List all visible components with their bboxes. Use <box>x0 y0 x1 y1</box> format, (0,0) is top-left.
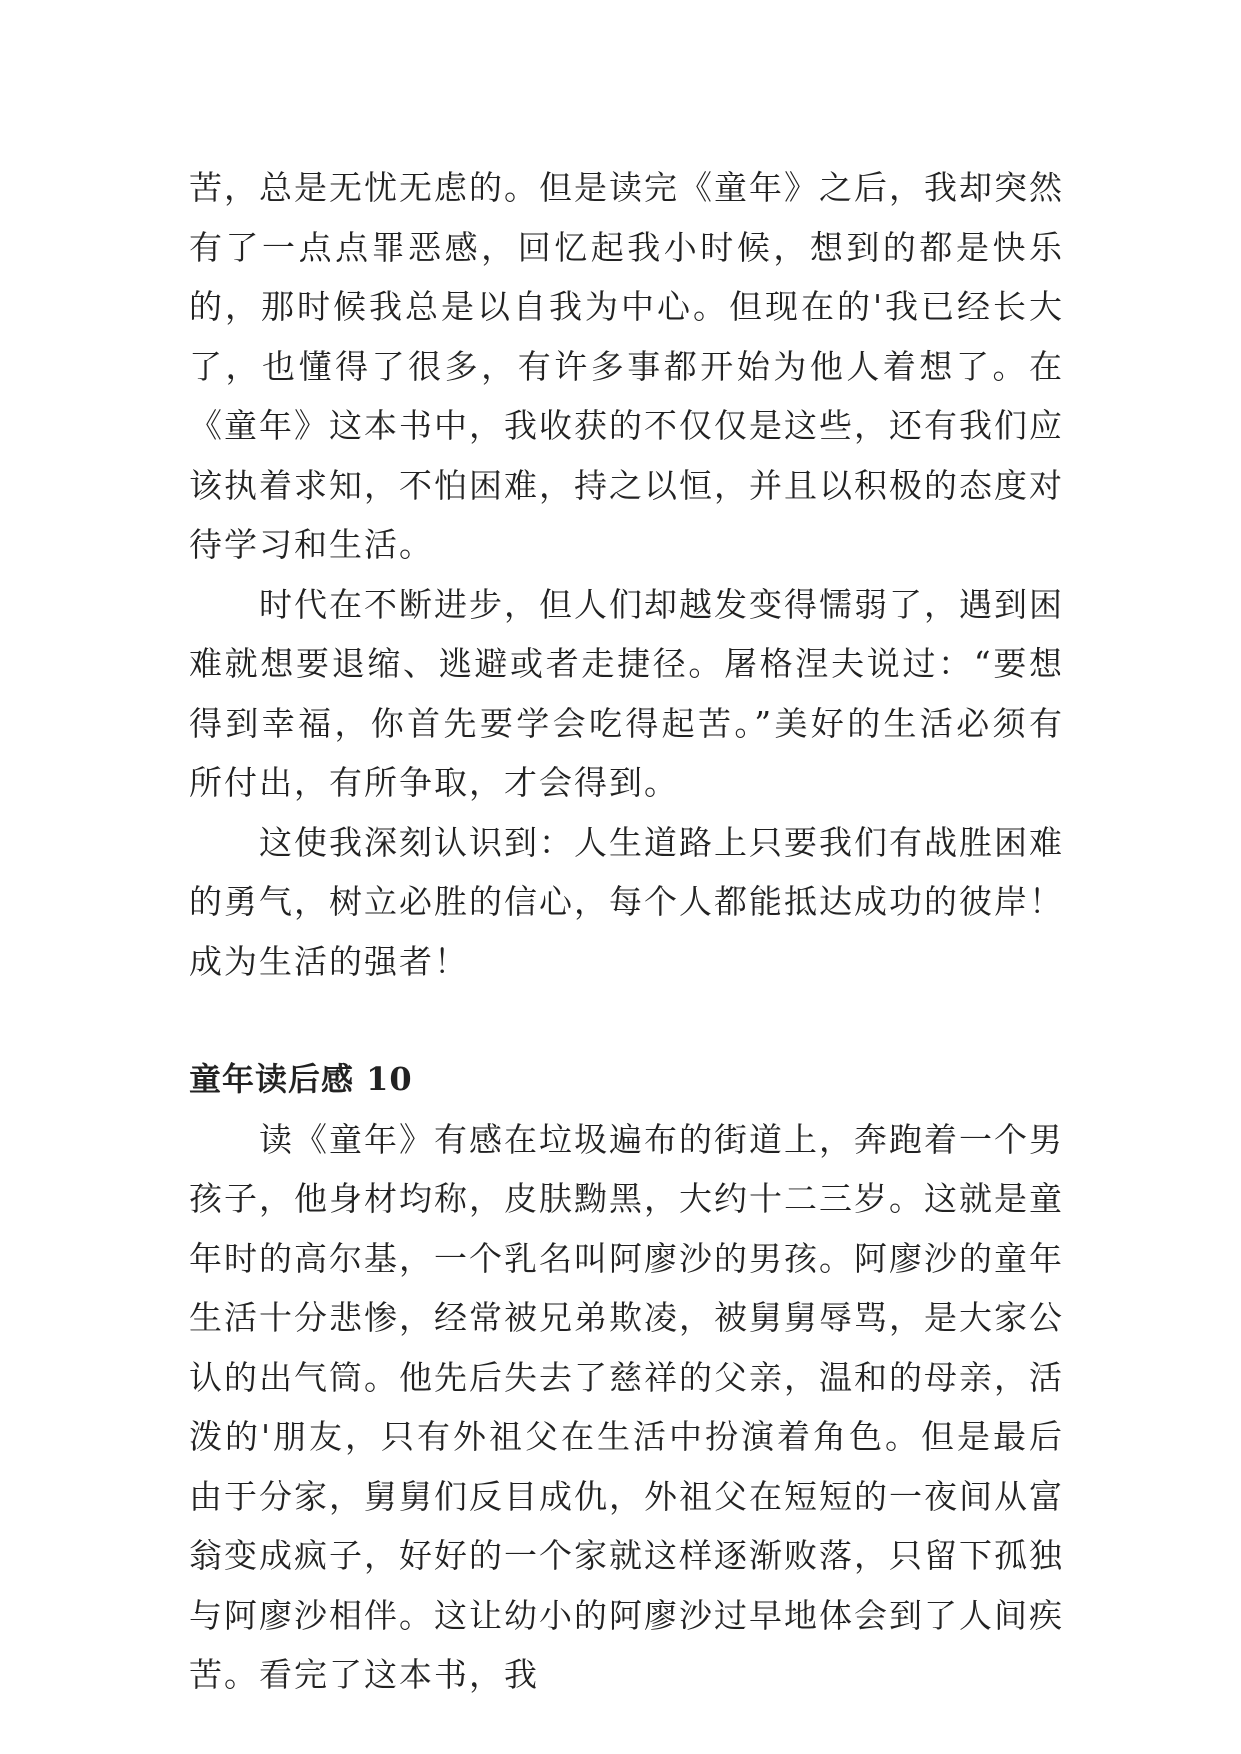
section-heading: 童年读后感 10 <box>189 1060 413 1098</box>
paragraph-1: 苦，总是无忧无虑的。但是读完《童年》之后，我却突然有了一点点罪恶感，回忆起我小时候，想到的都是快乐的，那时候我总是以自我为中心。但现在的'我已经长大了，也懂得了很多，有许多事都开始为他人着想了。在《童年》这本书中，我收获的不仅仅是这些，还有我们应该执着求知，不怕困难，持之以恒，并且以积极的态度对待学习和生活。 <box>189 168 1064 564</box>
paragraph-2: 时代在不断进步，但人们却越发变得懦弱了，遇到困难就想要退缩、逃避或者走捷径。屠格涅夫说过：“要想得到幸福，你首先要学会吃得起苦。”美好的生活必须有所付出，有所争取，才会得到。 <box>189 584 1064 802</box>
paragraph-4: 读《童年》有感在垃圾遍布的街道上，奔跑着一个男孩子，他身材均称，皮肤黝黑，大约十二三岁。这就是童年时的高尔基，一个乳名叫阿廖沙的男孩。阿廖沙的童年生活十分悲惨，经常被兄弟欺凌，被舅舅辱骂，是大家公认的出气筒。他先后失去了慈祥的父亲，温和的母亲，活泼的'朋友，只有外祖父在生活中扮演着角色。但是最后由于分家，舅舅们反目成仇，外祖父在短短的一夜间从富翁变成疯子，好好的一个家就这样逐渐败落，只留下孤独与阿廖沙相伴。这让幼小的阿廖沙过早地体会到了人间疾苦。看完了这本书，我 <box>189 1119 1064 1694</box>
paragraph-3: 这使我深刻认识到：人生道路上只要我们有战胜困难的勇气，树立必胜的信心，每个人都能抵达成功的彼岸！成为生活的强者！ <box>189 822 1064 981</box>
document-body <box>189 158 1064 1705</box>
